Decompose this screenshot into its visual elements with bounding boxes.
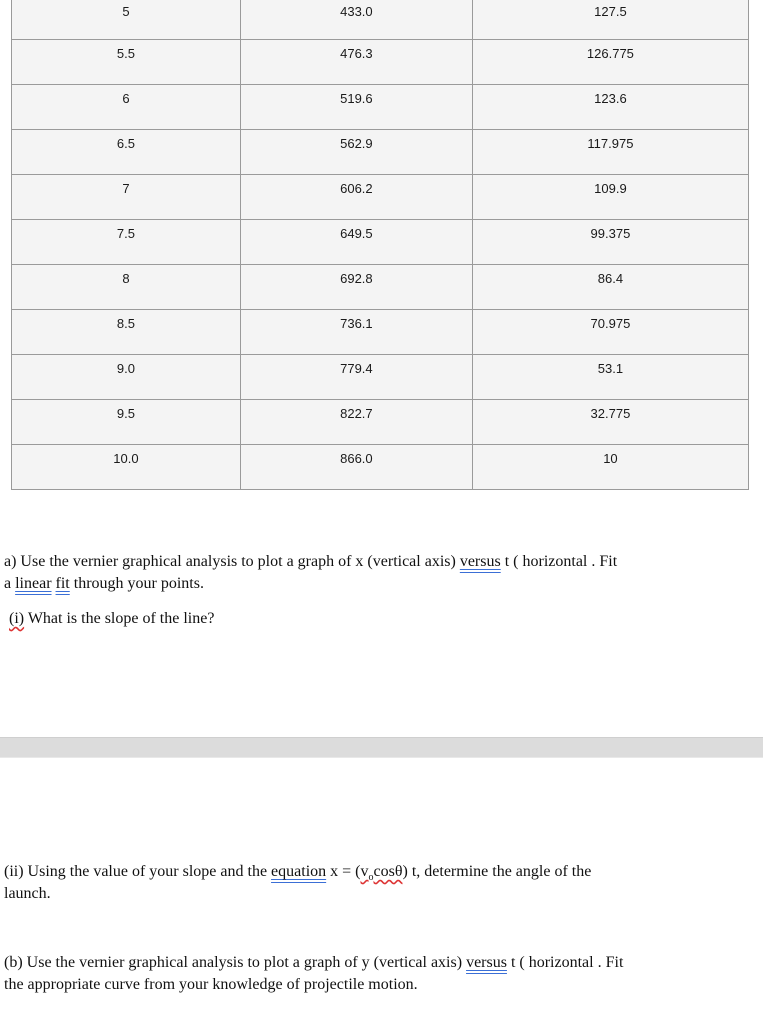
cell-value-y: 109.9 <box>594 181 627 196</box>
cell-value-y: 123.6 <box>594 91 627 106</box>
question-a-linear: linear <box>15 575 52 592</box>
table-cell-x <box>240 310 472 355</box>
table-cell-y <box>472 310 748 355</box>
question-a-ii <box>4 861 704 905</box>
table-row <box>12 445 749 490</box>
question-a-text-2: t ( horizontal . Fit <box>500 553 618 570</box>
cell-value-x: 692.8 <box>340 271 373 286</box>
question-a-versus: versus <box>459 553 501 570</box>
table-cell-t <box>12 175 241 220</box>
cell-value-t: 9.0 <box>116 361 135 376</box>
cell-value-x: 866.0 <box>340 451 373 466</box>
cell-value-t: 7.5 <box>116 226 135 241</box>
question-b-versus: versus <box>466 954 507 971</box>
table-cell-y <box>472 85 748 130</box>
table-cell-x <box>240 355 472 400</box>
table-row <box>12 355 749 400</box>
table-row <box>12 310 749 355</box>
question-b-text-2: t ( horizontal . Fit <box>506 954 624 971</box>
table-cell-y <box>472 445 748 490</box>
cell-value-x: 519.6 <box>340 91 373 106</box>
question-ii-sub: o <box>368 872 374 884</box>
question-a-fit: fit <box>55 575 70 592</box>
cell-value-x: 606.2 <box>340 181 373 196</box>
table-cell-t <box>12 220 241 265</box>
table-cell-t <box>12 40 241 85</box>
question-ii-text-2: x = ( <box>326 863 361 880</box>
question-a-text-4: through your points. <box>69 575 204 592</box>
cell-value-t: 7 <box>122 181 130 196</box>
cell-value-x: 822.7 <box>340 406 373 421</box>
table-cell-y <box>472 355 748 400</box>
table-cell-t <box>12 0 241 40</box>
table-cell-t <box>12 400 241 445</box>
question-ii-text-1: (ii) Using the value of your slope and the <box>4 863 272 880</box>
table-cell-t <box>12 445 241 490</box>
table-row <box>12 400 749 445</box>
table-row <box>12 0 749 40</box>
table-cell-y <box>472 220 748 265</box>
cell-value-x: 779.4 <box>340 361 373 376</box>
table-cell-t <box>12 130 241 175</box>
cell-value-y: 32.775 <box>590 406 631 421</box>
question-ii-v: v <box>360 863 369 880</box>
question-a-i-text: What is the slope of the line? <box>24 610 215 627</box>
cell-value-x: 476.3 <box>340 46 373 61</box>
cell-value-y: 86.4 <box>597 271 624 286</box>
table-cell-t <box>12 355 241 400</box>
table-cell-t <box>12 85 241 130</box>
question-a-text-3: a <box>4 575 16 592</box>
cell-value-y: 70.975 <box>590 316 631 331</box>
cell-value-t: 8.5 <box>116 316 135 331</box>
table-row <box>12 130 749 175</box>
table-cell-y <box>472 175 748 220</box>
cell-value-y: 99.375 <box>590 226 631 241</box>
question-ii-text-4: launch. <box>4 885 51 902</box>
table-cell-x <box>240 400 472 445</box>
table-cell-x <box>240 130 472 175</box>
question-b-text-1: (b) Use the vernier graphical analysis to plot a graph of y (vertical axis) <box>4 954 467 971</box>
table-cell-x <box>240 445 472 490</box>
question-a-i <box>9 608 609 630</box>
table-cell-t <box>12 265 241 310</box>
cell-value-y: 126.775 <box>586 46 634 61</box>
question-b-text-3: the appropriate curve from your knowledge of projectile motion. <box>4 976 418 993</box>
question-b <box>4 952 724 996</box>
table-cell-y <box>472 0 748 40</box>
cell-value-x: 433.0 <box>340 4 373 19</box>
cell-value-x: 562.9 <box>340 136 373 151</box>
cell-value-t: 6 <box>122 91 130 106</box>
cell-value-t: 5 <box>122 4 130 19</box>
table-row <box>12 40 749 85</box>
table-cell-x <box>240 220 472 265</box>
table-cell-x <box>240 265 472 310</box>
table-cell-x <box>240 175 472 220</box>
table-cell-y <box>472 130 748 175</box>
table-cell-y <box>472 265 748 310</box>
cell-value-y: 10 <box>603 451 618 466</box>
cell-value-t: 10.0 <box>113 451 139 466</box>
cell-value-t: 5.5 <box>116 46 135 61</box>
table-cell-y <box>472 400 748 445</box>
table-row <box>12 175 749 220</box>
question-a-i-label: (i) <box>9 610 25 627</box>
question-ii-cos: cosθ <box>373 863 403 880</box>
table-cell-y <box>472 40 748 85</box>
cell-value-y: 117.975 <box>587 136 634 151</box>
cell-value-x: 736.1 <box>340 316 373 331</box>
table-row <box>12 85 749 130</box>
question-ii-equation: equation <box>271 863 327 880</box>
cell-value-t: 6.5 <box>116 136 135 151</box>
table-body <box>12 0 749 490</box>
table-row <box>12 220 749 265</box>
table-cell-x <box>240 85 472 130</box>
question-ii-formula <box>360 863 403 884</box>
table-cell-x <box>240 0 472 40</box>
table-row <box>12 265 749 310</box>
cell-value-y: 53.1 <box>597 361 624 376</box>
question-a-text-1: a) Use the vernier graphical analysis to plot a graph of x (vertical axis) <box>4 553 460 570</box>
cell-value-x: 649.5 <box>340 226 373 241</box>
question-ii-text-3: ) t, determine the angle of the <box>402 863 592 880</box>
cell-value-y: 127.5 <box>594 4 627 19</box>
table-cell-t <box>12 310 241 355</box>
table-cell-x <box>240 40 472 85</box>
cell-value-t: 9.5 <box>116 406 135 421</box>
page-break <box>0 737 763 758</box>
question-a <box>4 551 704 595</box>
cell-value-t: 8 <box>122 271 130 286</box>
data-table <box>11 0 749 490</box>
